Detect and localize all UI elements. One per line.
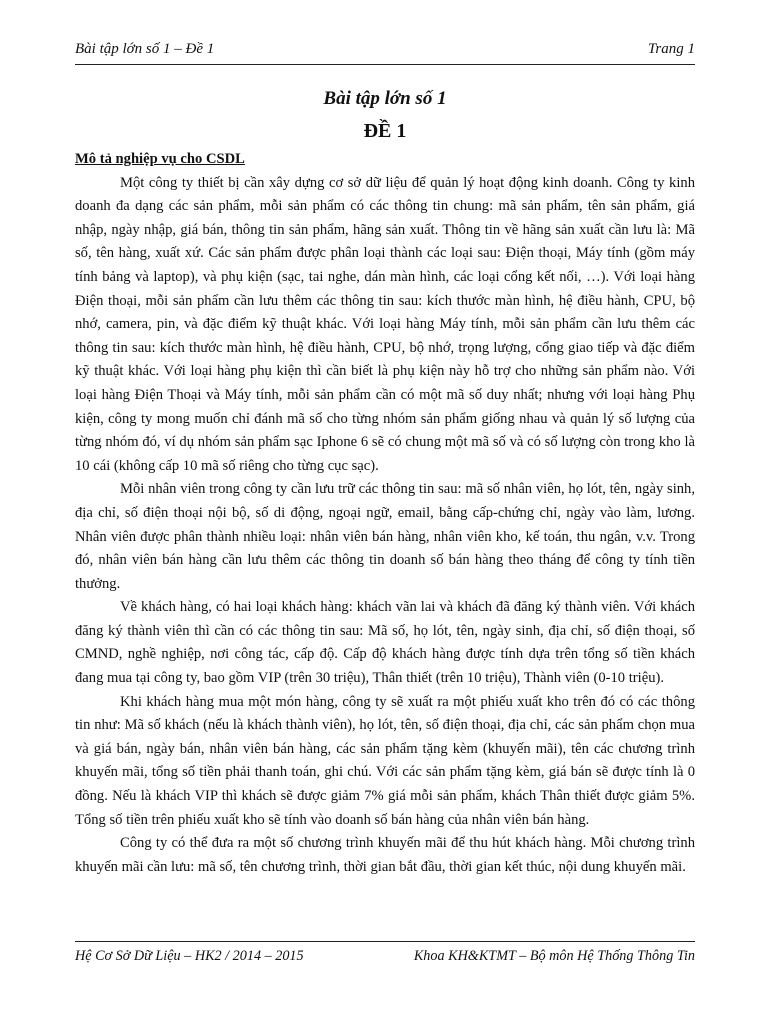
header-divider [75,64,695,65]
document-title: Bài tập lớn số 1 [323,88,447,109]
paragraph-promotions: Công ty có thể đưa ra một số chương trình khuyến mãi để thu hút khách hàng. Mỗi chương trình khuyến mãi cần lưu: mã số, tên chương trình, thời gian bắt đầu, thời gian kết thúc, nội dung khuyến mãi. [75,835,695,875]
paragraph-invoice: Khi khách hàng mua một món hàng, công ty sẽ xuất ra một phiếu xuất kho trên đó có các thông tin như: Mã số khách (nếu là khách thành viên), họ lót, tên, số điện thoại, địa chỉ, các sản phẩm chọn mua và giá bán, ngày bán, nhân viên bán hàng, các sản phẩm tặng kèm (khuyến mãi), tên các chương trình khuyến mãi, tổng số tiền phải thanh toán, ghi chú. Với các sản phẩm tặng kèm, giá bán sẽ được tính là 0 đồng. Nếu là khách VIP thì khách sẽ được giảm 7% giá mỗi sản phẩm, khách Thân thiết được giảm 5%. Tổng số tiền trên phiếu xuất kho sẽ tính vào doanh số bán hàng của nhân viên bán hàng. [75,693,695,828]
page-footer [75,948,695,970]
paragraph-products: Một công ty thiết bị cần xây dựng cơ sở dữ liệu để quản lý hoạt động kinh doanh. Công ty kinh doanh đa dạng các sản phẩm, mỗi sản phẩm có các thông tin chung: mã sản phẩm, tên sản phẩm, giá nhập, ngày nhập, giá bán, thông tin sản phẩm, hãng sản xuất. Thông tin về hãng sản xuất cần lưu là: Mã số, tên hàng, xuất xứ. Các sản phẩm được phân loại thành các loại sau: Điện thoại, Máy tính (gồm máy tính bảng và laptop), và phụ kiện (sạc, tai nghe, dán màn hình, các loại cổng kết nối, …). Với loại hàng Điện thoại, mỗi sản phẩm cần lưu thêm các thông tin sau: kích thước màn hình, hệ điều hành, CPU, bộ nhớ, camera, pin, và đặc điểm kỹ thuật khác. Với loại hàng Máy tính, mỗi sản phẩm cần lưu thêm các thông tin sau: kích thước màn hình, hệ điều hành, CPU, bộ nhớ, trọng lượng, cổng giao tiếp và đặc điểm kỹ thuật khác. Với loại hàng phụ kiện thì cần biết là phụ kiện này hỗ trợ cho những sản phẩm nào. Với loại hàng Điện Thoại và Máy tính, mỗi sản phẩm cần có một mã số duy nhất; nhưng với loại hàng Phụ kiện, công ty mong muốn chỉ đánh mã số cho từng nhóm sản phẩm giống nhau và quản lý số lượng của từng nhóm đó, ví dụ nhóm sản phẩm sạc Iphone 6 sẽ có chung một mã số và có số lượng còn trong kho là 10 cái (không cấp 10 mã số riêng cho từng cục sạc). [75,174,695,474]
footer-course: Hệ Cơ Sở Dữ Liệu – HK2 / 2014 – 2015 [75,948,304,964]
paragraph-customers: Về khách hàng, có hai loại khách hàng: khách vãn lai và khách đã đăng ký thành viên. Với khách đăng ký thành viên thì cần có các thông tin sau: Mã số, họ lót, tên, ngày sinh, địa chỉ, số điện thoại, số CMND, nghề nghiệp, nơi công tác, cấp độ. Cấp độ khách hàng được tính dựa trên tổng số tiền khách đang mua tại công ty, bao gồm VIP (trên 30 triệu), Thân thiết (trên 10 triệu), Thành viên (0-10 triệu). [75,599,695,687]
paragraph-employees: Mỗi nhân viên trong công ty cần lưu trữ các thông tin sau: mã số nhân viên, họ lót, tên, ngày sinh, địa chỉ, số điện thoại nội bộ, số di động, ngoại ngữ, email, bằng cấp-chứng chỉ, ngày vào làm, lương. Nhân viên được phân thành nhiều loại: nhân viên bán hàng, nhân viên kho, kế toán, thu ngân, v.v. Trong đó, nhân viên bán hàng cần lưu thêm các thông tin doanh số bán hàng theo tháng để công ty tính tiền thưởng. [75,481,695,592]
footer-department: Khoa KH&KTMT – Bộ môn Hệ Thống Thông Tin [413,948,695,964]
title-block [75,88,695,143]
section-heading: Mô tả nghiệp vụ cho CSDL [75,151,245,167]
document-subtitle: ĐỀ 1 [363,120,407,142]
document-body [75,148,695,879]
page-number: Trang 1 [647,41,695,57]
header-title: Bài tập lớn số 1 – Đề 1 [75,41,215,57]
footer-divider [75,941,695,942]
page-header [75,41,695,63]
